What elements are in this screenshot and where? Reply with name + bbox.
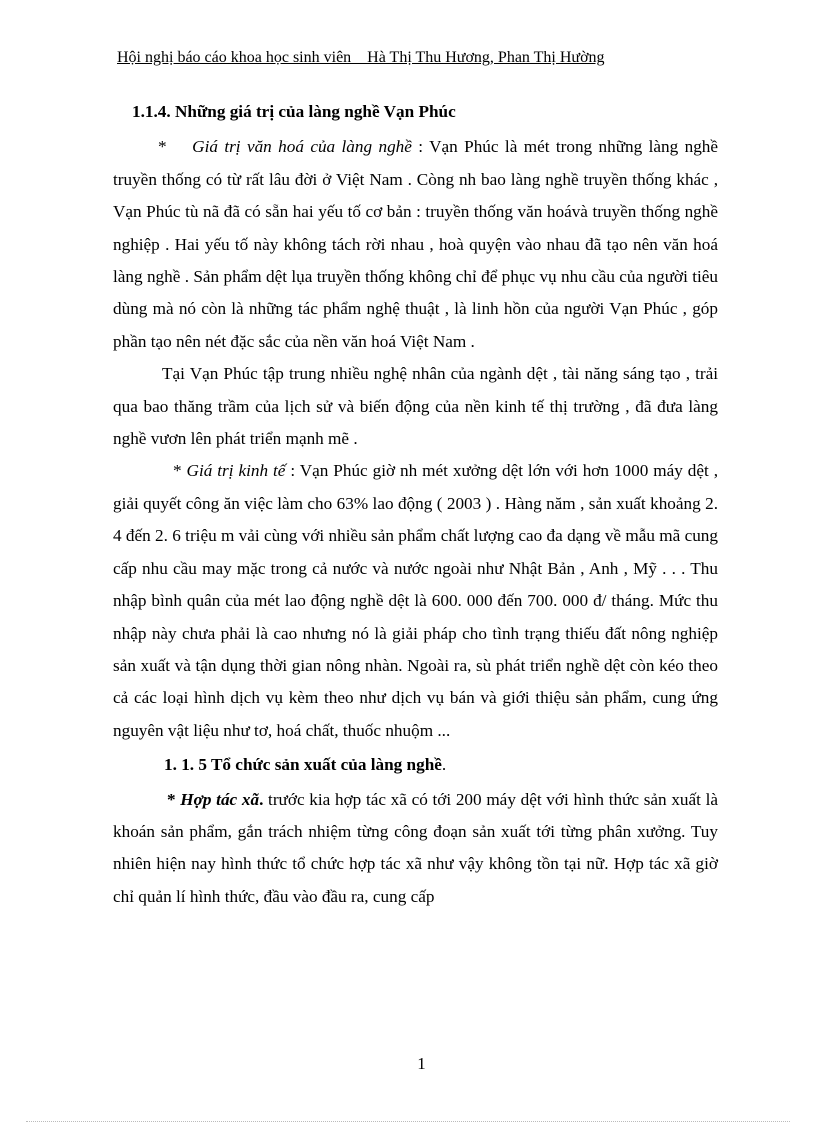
section-heading-1-1-4: 1.1.4. Những giá trị của làng nghề Vạn Phúc: [132, 102, 456, 121]
cooperative-text: trước kia hợp tác xã có tới 200 máy dệt với hình thức sản xuất là khoán sản phẩm, gắn trách nhiệm từng công đoạn sản xuất tới từng phân xưởng. Tuy nhiên hiện nay hình thức tổ chức hợp tác xã như vậy không tồn tại nữ. Hợp tác xã giờ chỉ quản lí hình thức, đầu vào đầu ra, cung cấp: [113, 789, 719, 906]
cooperative-label-period: .: [259, 789, 264, 809]
economic-value-label: Giá trị kinh tế: [186, 461, 286, 481]
page-number: 1: [417, 1054, 426, 1073]
bullet-marker: *: [173, 461, 187, 481]
paragraph-artisans: Tại Vạn Phúc tập trung nhiều nghệ nhân của ngành dệt , tài năng sáng tạo , trải qua bao thăng trầm của lịch sử và biến động của nền kinh tế thị trường , đã đưa làng nghề vươn lên phát triển mạnh mẽ .: [113, 364, 718, 449]
header-text: Hội nghị báo cáo khoa học sinh viên _ Hà Thị Thu Hương, Phan Thị Hường: [117, 49, 605, 66]
paragraph-cultural-value: [113, 131, 718, 358]
economic-value-text: : Vạn Phúc giờ nh mét xưởng dệt lớn với hơn 1000 máy dệt , giải quyết công ăn việc làm cho 63% lao động ( 2003 ) . Hàng năm , sản xuất khoảng 2. 4 đến 2. 6 triệu m vải cùng với nhiều sản phẩm chất lượng cao đa dạng về mẫu mã cung cấp nhu cầu may mặc trong cả nước và nước ngoài như Nhật Bản , Anh , Mỹ . . . Thu nhập bình quân của mét lao động nghề dệt là 600. 000 đến 700. 000 đ/ tháng. Mức thu nhập này chưa phải là cao nhưng nó là giải pháp cho tình trạng thiếu đất nông nghiệp sản xuất và tận dụng thời gian nông nhàn. Ngoài ra, sù phát triển nghề dệt còn kéo theo cả các loại hình dịch vụ kèm theo như dịch vụ bán và giới thiệu sản phẩm, cung ứng nguyên vật liệu như tơ, hoá chất, thuốc nhuộm ...: [113, 461, 719, 740]
paragraph-economic-value: [113, 455, 718, 747]
cultural-value-text: : Vạn Phúc là mét trong những làng nghề truyền thống có từ rất lâu đời ở Việt Nam . Còng nh bao làng nghề truyền thống khác , Vạn Phúc tù nã đã có sẵn hai yếu tố cơ bản : truyền thống văn hoávà truyền thống nghề nghiệp . Hai yếu tố này không tách rời nhau , hoà quyện vào nhau đã tạo nên văn hoá làng nghề . Sản phẩm dệt lụa truyền thống không chỉ để phục vụ nhu cầu của người tiêu dùng mà nó còn là những tác phẩm nghệ thuật , là linh hồn của người Vạn Phúc , góp phần tạo nên nét đặc sắc của nền văn hoá Việt Nam .: [113, 137, 719, 351]
cultural-value-label: Giá trị văn hoá của làng nghề: [192, 137, 412, 157]
section-heading-period: .: [441, 755, 447, 775]
paragraph-cooperative: [113, 784, 718, 914]
bullet-marker: *: [158, 137, 167, 157]
running-header: [117, 49, 707, 67]
section-heading-1-1-5: [113, 749, 718, 781]
cooperative-label: Hợp tác xã: [180, 789, 260, 809]
bullet-marker: *: [167, 789, 181, 809]
section-heading-text: 1. 1. 5 Tổ chức sản xuất của làng nghề: [164, 755, 442, 775]
page-bottom-divider: [26, 1121, 790, 1122]
page-body: [113, 96, 718, 913]
